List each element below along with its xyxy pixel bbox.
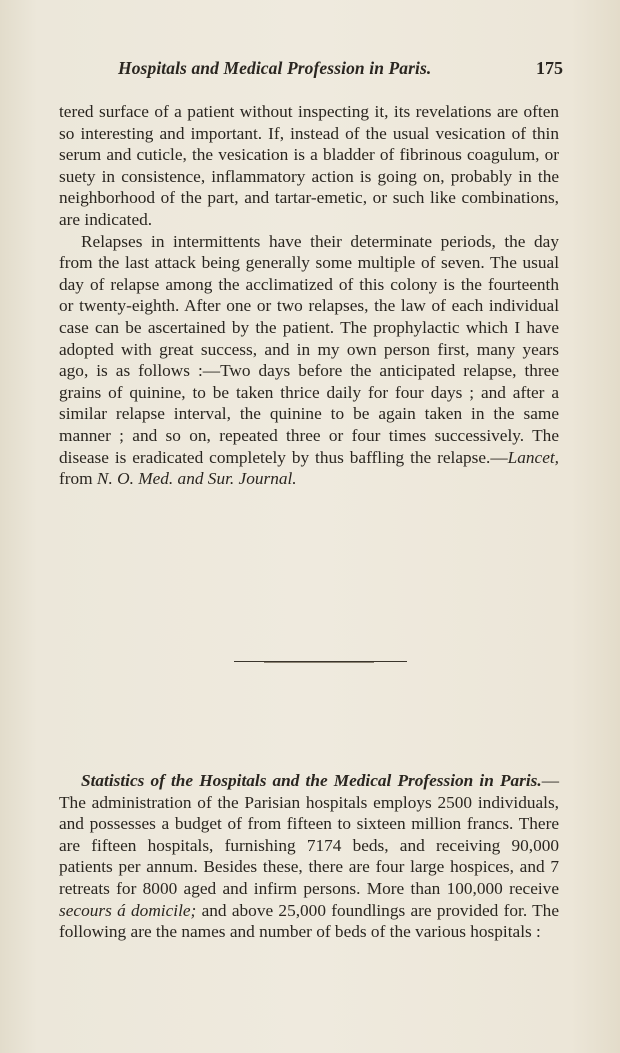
paragraph-vesication: tered surface of a patient without inspecting it, its revelations are often so interesting and important. If, instead of the usual vesication of thin serum and cuticle, the vesication is a bladder of fibrinous coagulum, or suety in consistence, inflammatory action is going on, probably in the neighborhood of the part, and tartar-emetic, or such like combinations, are indicated.: [59, 102, 559, 229]
source-lancet: Lancet,: [507, 447, 559, 467]
running-title: Hospitals and Medical Profession in Paris.: [118, 58, 432, 78]
page-number: 175: [536, 58, 563, 78]
source-from: from: [59, 469, 97, 489]
source-journal: N. O. Med. and Sur. Journal.: [96, 469, 297, 489]
statistics-text-2: and above 25,000 foundlings are provided for. The following are the names and number of beds of the various hospitals :: [59, 900, 559, 942]
article-relapses: [59, 101, 559, 490]
article-title: Statistics of the Hospitals and the Medical Profession in Paris.: [81, 771, 542, 790]
relapses-text: Relapses in intermittents have their determinate periods, the day from the last attack being generally some multiple of seven. The usual day of relapse among the acclimatized of this colony is the fourteenth or twenty-eighth. After one or two relapses, the law of each individual case can be ascertained by the patient. The prophylactic which I have adopted with great success, and in my own person first, many years ago, is as follows :—Two days before the anticipated relapse, three grains of quinine, to be taken thrice daily for four days ; and after a similar relapse interval, the quinine to be again taken in the same manner ; and so on, repeated three or four times successively. The disease is eradicated completely by thus baffling the relapse.—: [59, 231, 559, 467]
section-divider: [234, 661, 407, 662]
paragraph-statistics: [59, 770, 559, 943]
article-statistics: [59, 770, 559, 943]
paragraph-relapses: [59, 231, 559, 490]
statistics-text-1: —The administration of the Parisian hospitals employs 2500 individuals, and possesses a budget of from fifteen to sixteen million francs. There are fifteen hospitals, furnishing 7174 beds, and receiving 90,000 patients per annum. Besides these, there are four large hospices, and 7 retreats for 8000 aged and infirm persons. More than 100,000 receive: [59, 771, 559, 898]
statistics-emphasis: secours á domicile;: [59, 900, 197, 920]
page-header: [118, 58, 563, 86]
